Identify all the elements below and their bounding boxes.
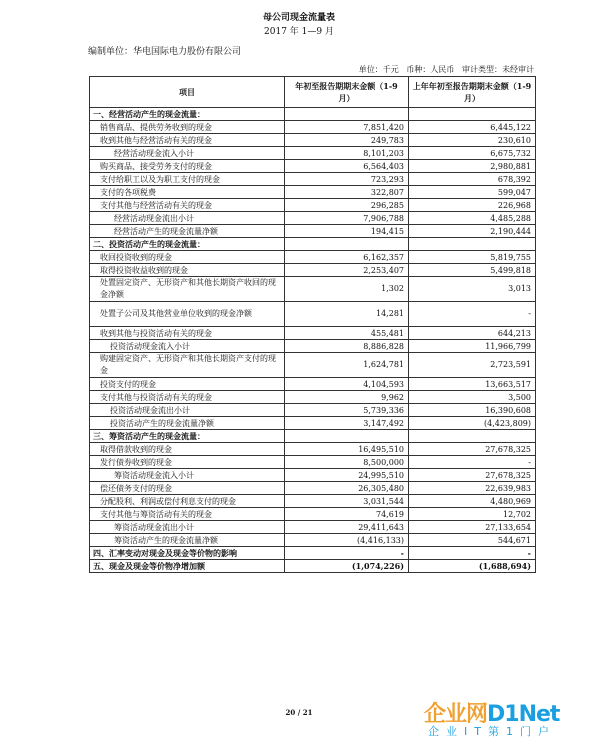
row-prior-value: 226,968 xyxy=(409,199,536,212)
row-current-value: 7,851,420 xyxy=(285,121,409,134)
table-row xyxy=(90,212,536,225)
row-label: 投资活动现金流入小计 xyxy=(90,340,285,353)
row-prior-value: 4,480,969 xyxy=(409,495,536,508)
row-prior-value: 4,485,288 xyxy=(409,212,536,225)
row-prior-value xyxy=(409,238,536,251)
table-row xyxy=(90,327,536,340)
header-item: 项目 xyxy=(90,77,285,108)
row-prior-value: 2,723,591 xyxy=(409,353,536,378)
reporting-entity: 编制单位：华电国际电力股份有限公司 xyxy=(88,47,242,57)
row-prior-value: 13,663,517 xyxy=(409,378,536,391)
row-current-value: 3,031,544 xyxy=(285,495,409,508)
row-prior-value: 3,013 xyxy=(409,277,536,302)
row-current-value: 3,147,492 xyxy=(285,417,409,430)
row-label: 支付给职工以及为职工支付的现金 xyxy=(90,173,285,186)
report-title: 母公司现金流量表 xyxy=(262,13,335,23)
table-row xyxy=(90,251,536,264)
table-row xyxy=(90,277,536,302)
row-label: 分配股利、利润或偿付利息支付的现金 xyxy=(90,495,285,508)
row-prior-value: 5,819,755 xyxy=(409,251,536,264)
watermark-brand-b: D1Net xyxy=(487,702,560,727)
row-current-value: 26,305,480 xyxy=(285,482,409,495)
row-current-value: 29,411,643 xyxy=(285,521,409,534)
row-label: 筹资活动现金流入小计 xyxy=(90,469,285,482)
page-number: 20 / 21 xyxy=(285,708,313,717)
header-current-period: 年初至报告期期末金额（1-9 月） xyxy=(285,77,409,108)
table-row xyxy=(90,353,536,378)
row-current-value: 455,481 xyxy=(285,327,409,340)
unit-currency-line: 单位：千元 币种：人民币 审计类型：未经审计 xyxy=(358,65,534,74)
table-row xyxy=(90,108,536,121)
row-current-value: 74,619 xyxy=(285,508,409,521)
table-row xyxy=(90,225,536,238)
row-label: 筹资活动产生的现金流量净额 xyxy=(90,534,285,547)
row-label: 五、现金及现金等价物净增加额 xyxy=(90,560,285,573)
row-prior-value: 27,133,654 xyxy=(409,521,536,534)
row-prior-value: 11,966,799 xyxy=(409,340,536,353)
watermark-subtitle: 企业IT第1门户 xyxy=(428,725,556,738)
watermark-brand-a: 企业网 xyxy=(424,702,488,727)
row-prior-value: 678,392 xyxy=(409,173,536,186)
row-label: 取得投资收益收到的现金 xyxy=(90,264,285,277)
row-prior-value: 544,671 xyxy=(409,534,536,547)
watermark-logo xyxy=(424,697,594,737)
row-current-value: 194,415 xyxy=(285,225,409,238)
row-label: 经营活动现金流出小计 xyxy=(90,212,285,225)
row-label: 投资活动现金流出小计 xyxy=(90,404,285,417)
row-prior-value: - xyxy=(409,456,536,469)
row-label: 三、筹资活动产生的现金流量： xyxy=(90,430,285,443)
row-label: 支付其他与经营活动有关的现金 xyxy=(90,199,285,212)
row-label: 支付其他与投资活动有关的现金 xyxy=(90,391,285,404)
row-current-value: 1,624,781 xyxy=(285,353,409,378)
row-current-value: (1,074,226) xyxy=(285,560,409,573)
row-label: 收到其他与投资活动有关的现金 xyxy=(90,327,285,340)
table-row xyxy=(90,521,536,534)
row-label: 处置固定资产、无形资产和其他长期资产收回的现金净额 xyxy=(90,277,285,302)
row-label: 取得借款收到的现金 xyxy=(90,443,285,456)
row-prior-value: (1,688,694) xyxy=(409,560,536,573)
row-prior-value: 3,500 xyxy=(409,391,536,404)
row-current-value: 9,962 xyxy=(285,391,409,404)
row-current-value: 322,807 xyxy=(285,186,409,199)
row-current-value: 14,281 xyxy=(285,302,409,327)
row-current-value: 8,500,000 xyxy=(285,456,409,469)
table-row xyxy=(90,340,536,353)
row-label: 支付其他与筹资活动有关的现金 xyxy=(90,508,285,521)
table-row xyxy=(90,173,536,186)
row-prior-value: 230,610 xyxy=(409,134,536,147)
row-current-value: 5,739,336 xyxy=(285,404,409,417)
row-label: 购建固定资产、无形资产和其他长期资产支付的现金 xyxy=(90,353,285,378)
table-row xyxy=(90,121,536,134)
row-current-value: 296,285 xyxy=(285,199,409,212)
row-current-value: 24,995,510 xyxy=(285,469,409,482)
table-row xyxy=(90,264,536,277)
row-current-value: 16,495,510 xyxy=(285,443,409,456)
row-label: 经营活动现金流入小计 xyxy=(90,147,285,160)
table-row xyxy=(90,134,536,147)
row-prior-value: 644,213 xyxy=(409,327,536,340)
table-row xyxy=(90,456,536,469)
row-label: 经营活动产生的现金流量净额 xyxy=(90,225,285,238)
table-body xyxy=(90,108,536,573)
table-row xyxy=(90,391,536,404)
row-label: 一、经营活动产生的现金流量： xyxy=(90,108,285,121)
row-prior-value xyxy=(409,108,536,121)
table-row xyxy=(90,147,536,160)
row-label: 投资支付的现金 xyxy=(90,378,285,391)
row-label: 四、汇率变动对现金及现金等价物的影响 xyxy=(90,547,285,560)
row-label: 销售商品、提供劳务收到的现金 xyxy=(90,121,285,134)
row-prior-value: 22,639,983 xyxy=(409,482,536,495)
row-prior-value: 27,678,325 xyxy=(409,469,536,482)
row-current-value: 7,906,788 xyxy=(285,212,409,225)
row-current-value xyxy=(285,238,409,251)
row-current-value: 2,253,407 xyxy=(285,264,409,277)
row-label: 偿还债务支付的现金 xyxy=(90,482,285,495)
row-label: 发行债券收到的现金 xyxy=(90,456,285,469)
table-row xyxy=(90,495,536,508)
row-current-value: - xyxy=(285,547,409,560)
row-prior-value: 27,678,325 xyxy=(409,443,536,456)
row-prior-value: - xyxy=(409,302,536,327)
header-prior-period: 上年年初至报告期期末金额（1-9 月） xyxy=(409,77,536,108)
table-row xyxy=(90,430,536,443)
table-row xyxy=(90,534,536,547)
table-row xyxy=(90,508,536,521)
table-row xyxy=(90,238,536,251)
table-row xyxy=(90,547,536,560)
row-prior-value xyxy=(409,430,536,443)
row-current-value xyxy=(285,430,409,443)
row-current-value: 8,101,203 xyxy=(285,147,409,160)
table-row xyxy=(90,186,536,199)
row-current-value: 4,104,593 xyxy=(285,378,409,391)
table-row xyxy=(90,443,536,456)
row-prior-value: 6,445,122 xyxy=(409,121,536,134)
row-prior-value: 2,190,444 xyxy=(409,225,536,238)
row-current-value: 1,302 xyxy=(285,277,409,302)
table-row xyxy=(90,378,536,391)
row-prior-value: 599,047 xyxy=(409,186,536,199)
table-row xyxy=(90,404,536,417)
row-prior-value: 12,702 xyxy=(409,508,536,521)
table-row xyxy=(90,199,536,212)
row-current-value: 6,162,357 xyxy=(285,251,409,264)
row-label: 投资活动产生的现金流量净额 xyxy=(90,417,285,430)
row-label: 收回投资收到的现金 xyxy=(90,251,285,264)
table-row xyxy=(90,469,536,482)
table-row xyxy=(90,482,536,495)
row-current-value: 249,783 xyxy=(285,134,409,147)
row-current-value: (4,416,133) xyxy=(285,534,409,547)
cash-flow-table xyxy=(89,76,536,573)
row-prior-value: 16,390,608 xyxy=(409,404,536,417)
row-label: 筹资活动现金流出小计 xyxy=(90,521,285,534)
row-prior-value: 5,499,818 xyxy=(409,264,536,277)
table-row xyxy=(90,560,536,573)
row-current-value: 6,564,403 xyxy=(285,160,409,173)
row-label: 收到其他与经营活动有关的现金 xyxy=(90,134,285,147)
table-row xyxy=(90,302,536,327)
row-label: 处置子公司及其他营业单位收到的现金净额 xyxy=(90,302,285,327)
row-prior-value: - xyxy=(409,547,536,560)
row-current-value: 8,886,828 xyxy=(285,340,409,353)
row-label: 支付的各项税费 xyxy=(90,186,285,199)
table-header-row xyxy=(90,77,536,108)
row-prior-value: 2,980,881 xyxy=(409,160,536,173)
row-current-value xyxy=(285,108,409,121)
row-prior-value: 6,675,732 xyxy=(409,147,536,160)
row-label: 二、投资活动产生的现金流量： xyxy=(90,238,285,251)
row-current-value: 723,293 xyxy=(285,173,409,186)
row-prior-value: (4,423,809) xyxy=(409,417,536,430)
table-row xyxy=(90,160,536,173)
table-row xyxy=(90,417,536,430)
row-label: 购买商品、接受劳务支付的现金 xyxy=(90,160,285,173)
report-period: 2017 年 1—9 月 xyxy=(264,27,334,37)
